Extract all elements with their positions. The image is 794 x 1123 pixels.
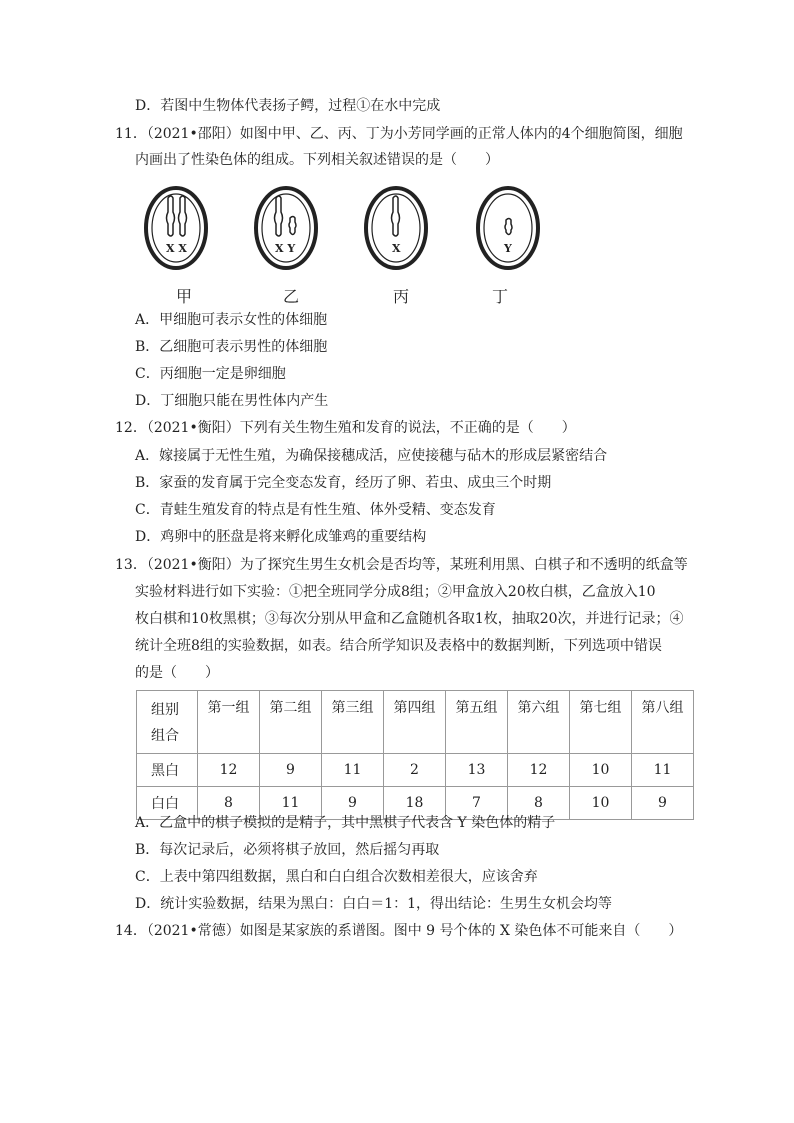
cell-label-bing: 丙	[393, 287, 410, 306]
q13-option-d: D．统计实验数据，结果为黑白：白白＝1：1，得出结论：生男生女机会均等	[135, 896, 613, 912]
q11-option-c: C．丙细胞一定是卵细胞	[135, 366, 286, 382]
cell-bing-chromosomes: X	[392, 242, 401, 255]
cell-label-yi: 乙	[283, 287, 300, 306]
row-label: 黑白	[137, 754, 198, 787]
table-cell: 11	[632, 754, 694, 787]
table-header-row	[137, 691, 694, 754]
q12-option-c: C．青蛙生殖发育的特点是有性生殖、体外受精、变态发育	[135, 502, 496, 518]
table-cell: 11	[322, 754, 384, 787]
table-cell: 10	[570, 787, 632, 820]
q13-option-a: A．乙盒中的棋子模拟的是精子，其中黑棋子代表含 Y 染色体的精子	[135, 815, 556, 831]
table-header-cell: 第五组	[446, 691, 508, 754]
q11-option-b: B．乙细胞可表示男性的体细胞	[135, 339, 328, 355]
q13-stem-line3: 枚白棋和10枚黑棋；③每次分别从甲盒和乙盒随机各取1枚，抽取20次，并进行记录；④	[135, 611, 684, 627]
table-cell: 12	[198, 754, 260, 787]
cell-yi-chromosomes: X Y	[275, 242, 296, 255]
table-cell: 11	[260, 787, 322, 820]
q12-option-a: A．嫁接属于无性生殖，为确保接穗成活，应使接穗与砧木的形成层紧密结合	[135, 448, 608, 464]
cell-jia-chromosomes: X X	[166, 242, 187, 255]
cell-bing	[366, 188, 426, 268]
table-header-cell: 第二组	[260, 691, 322, 754]
q13-stem-line4: 统计全班8组的实验数据，如表。结合所学知识及表格中的数据判断，下列选项中错误	[135, 638, 662, 654]
cell-ding	[478, 188, 538, 268]
cell-jia	[146, 188, 206, 268]
q13-stem-line5: 的是（ ）	[135, 665, 219, 681]
table-corner-cell	[137, 691, 198, 754]
q14-stem: 14．（2021•常德）如图是某家族的系谱图。图中 9 号个体的 X 染色体不可能来自（ ）	[115, 923, 683, 939]
results-table	[136, 690, 694, 820]
q12-option-b: B．家蚕的发育属于完全变态发育，经历了卵、若虫、成虫三个时期	[135, 475, 552, 491]
q11-option-a: A．甲细胞可表示女性的体细胞	[135, 312, 328, 328]
table-cell: 9	[322, 787, 384, 820]
table-row	[137, 754, 694, 787]
q13-option-b: B．每次记录后，必须将棋子放回，然后摇匀再取	[135, 842, 440, 858]
cell-ding-chromosomes: Y	[504, 242, 512, 255]
table-cell: 7	[446, 787, 508, 820]
table-cell: 18	[384, 787, 446, 820]
q12-option-d: D．鸡卵中的胚盘是将来孵化成雏鸡的重要结构	[135, 529, 427, 545]
table-header-cell: 第六组	[508, 691, 570, 754]
q13-option-c: C．上表中第四组数据，黑白和白白组合次数相差很大，应该舍弃	[135, 869, 538, 885]
table-cell: 13	[446, 754, 508, 787]
q13-stem-line1: 13．（2021•衡阳）为了探究生男生女机会是否均等，某班利用黑、白棋子和不透明的纸盒等	[115, 557, 688, 573]
row-label: 白白	[137, 787, 198, 820]
q11-stem-line1: 11．（2021•邵阳）如图中甲、乙、丙、丁为小芳同学画的正常人体内的4个细胞简图，细胞	[115, 126, 683, 142]
table-cell: 8	[508, 787, 570, 820]
corner-label-combo: 组合	[151, 728, 179, 744]
table-cell: 10	[570, 754, 632, 787]
table-header-cell: 第三组	[322, 691, 384, 754]
cell-label-jia: 甲	[176, 287, 193, 306]
q13-stem-line2: 实验材料进行如下实验：①把全班同学分成8组；②甲盒放入20枚白棋，乙盒放入10	[135, 584, 656, 600]
table-header-cell: 第一组	[198, 691, 260, 754]
table-header-cell: 第七组	[570, 691, 632, 754]
corner-label-group: 组别	[151, 702, 179, 718]
q11-stem-line2: 内画出了性染色体的组成。下列相关叙述错误的是（ ）	[135, 152, 499, 168]
table-cell: 9	[632, 787, 694, 820]
table-header-cell: 第四组	[384, 691, 446, 754]
table-cell: 8	[198, 787, 260, 820]
table-cell: 9	[260, 754, 322, 787]
q11-option-d: D．丁细胞只能在男性体内产生	[135, 393, 329, 409]
cell-diagrams	[130, 180, 570, 280]
table-cell: 12	[508, 754, 570, 787]
cell-yi	[256, 188, 316, 268]
cell-label-ding: 丁	[492, 287, 509, 306]
table-header-cell: 第八组	[632, 691, 694, 754]
table-cell: 2	[384, 754, 446, 787]
q10-option-d: D．若图中生物体代表扬子鳄，过程①在水中完成	[135, 98, 441, 114]
q12-stem: 12．（2021•衡阳）下列有关生物生殖和发育的说法，不正确的是（ ）	[115, 420, 576, 436]
